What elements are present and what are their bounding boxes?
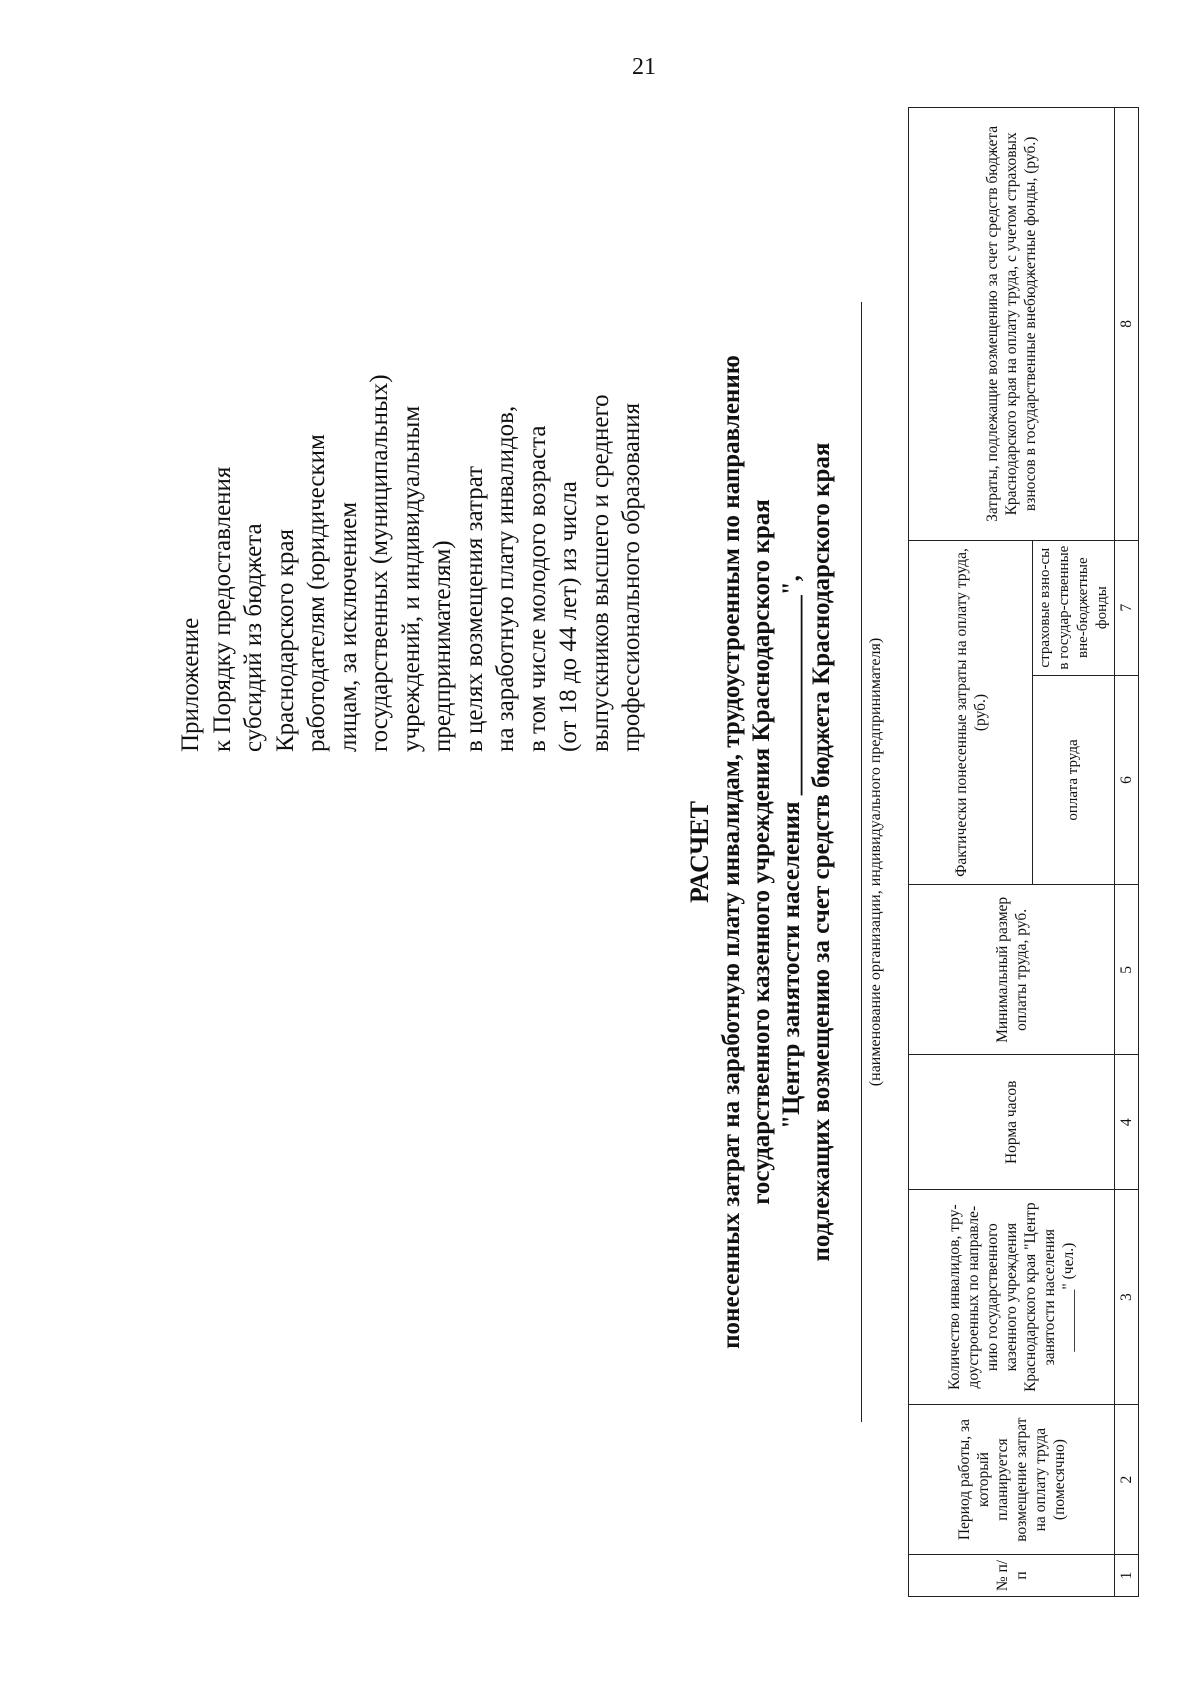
title-line-1: понесенных затрат на заработную плату инвалидам, трудоустроенным по направлению — [718, 355, 745, 1349]
appendix-line: на заработную плату инвалидов, — [492, 405, 519, 752]
header-hours-norm: Норма часов — [909, 1055, 1115, 1190]
organization-caption: (наименование организации, индивидуального предпринимателя) — [867, 637, 884, 1087]
rotated-content — [175, 107, 1135, 1597]
appendix-line: учреждений, и индивидуальным — [397, 405, 425, 752]
organization-name-line — [861, 302, 862, 1422]
title-line-4: подлежащих возмещению за счет средств бюджета Краснодарского края — [808, 442, 835, 1262]
header-min-wage: Минимальный размер оплаты труда, руб. — [909, 885, 1115, 1055]
header-disabled-count: Количество инвалидов, тру-доустроенных по направле-нию государственного казенного учреждения Краснодарского края "Центр занятости населения ________" (чел.) — [909, 1190, 1115, 1405]
appendix-line: работодателям (юридическим — [303, 434, 330, 752]
page-number: 21 — [632, 54, 656, 80]
appendix-line: лицам, за исключением — [334, 501, 362, 752]
header-number: № п/п — [909, 1555, 1115, 1597]
appendix-block — [175, 112, 648, 752]
calculation-table — [908, 107, 1139, 1597]
appendix-line: в целях возмещения затрат — [460, 465, 488, 752]
title-main: РАСЧЕТ — [685, 801, 714, 903]
title-line-3: "Центр занятости населения ________________", — [778, 575, 805, 1129]
header-reimbursable-costs: Затраты, подлежащие возмещению за счет средств бюджета Краснодарского края на оплату труда, с учетом страховых взносов в государственные внебюджетные фонды, (руб.) — [909, 108, 1115, 541]
appendix-line: Приложение — [177, 617, 204, 752]
column-number-cell: 5 — [1115, 885, 1139, 1055]
header-period: Период работы, за который планируется возмещение затрат на оплату труда (помесячно) — [909, 1405, 1115, 1555]
header-actual-costs: Фактически понесенные затраты на оплату труда, (руб.) — [909, 540, 1033, 885]
appendix-line: (от 18 до 44 лет) из числа — [555, 481, 582, 752]
appendix-line: выпускников высшего и среднего — [586, 394, 614, 752]
header-wage: оплата труда — [1033, 675, 1115, 885]
header-insurance: страховые взно-сы в государ-ственные вне-бюджетные фонды — [1033, 540, 1115, 675]
appendix-line: государственных (муниципальных) — [366, 374, 393, 752]
appendix-line: профессионального образования — [618, 402, 645, 752]
column-number-cell: 8 — [1115, 108, 1139, 541]
appendix-line: предпринимателям) — [429, 540, 456, 752]
appendix-line: в том числе молодого возраста — [523, 425, 551, 752]
column-number-cell: 2 — [1115, 1405, 1139, 1555]
document-title — [685, 107, 837, 1597]
column-number-cell: 1 — [1115, 1555, 1139, 1597]
title-line-2: государственного казенного учреждения Краснодарского края — [748, 499, 775, 1205]
column-number-cell: 7 — [1115, 540, 1139, 675]
appendix-line: к Порядку предоставления — [208, 466, 236, 752]
column-number-cell: 3 — [1115, 1190, 1139, 1405]
appendix-line: субсидий из бюджета — [240, 523, 267, 752]
appendix-line: Краснодарского края — [271, 529, 299, 752]
column-number-cell: 6 — [1115, 675, 1139, 885]
column-number-cell: 4 — [1115, 1055, 1139, 1190]
